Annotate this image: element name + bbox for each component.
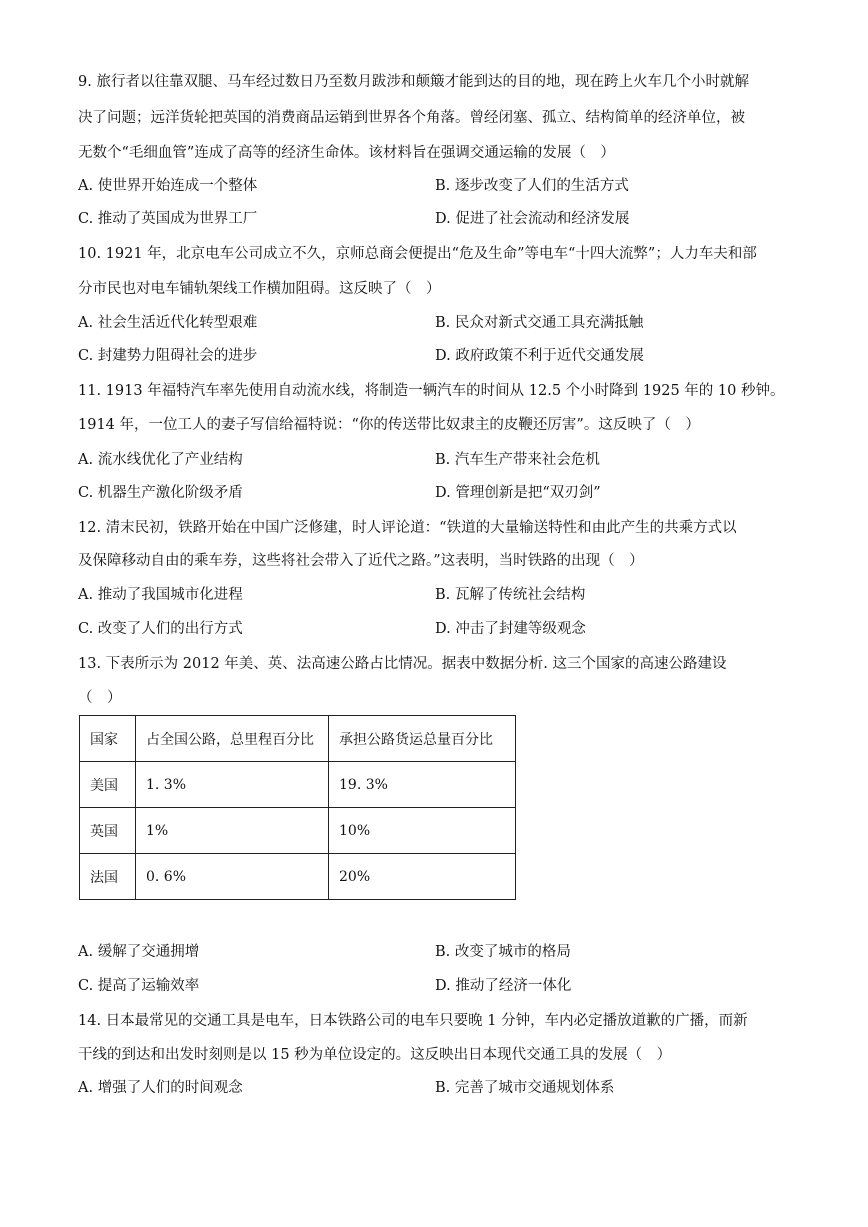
q13-stem-line-2: （ ） [78,690,122,706]
q10-option-a: A. 社会生活近代化转型艰难 [78,315,258,331]
table-cell: 1. 3% [136,762,329,808]
table-cell: 10% [329,808,516,854]
q10-stem-line-1: 10. 1921 年，北京电车公司成立不久，京师总商会便提出“危及生命”等电车“十四大流弊”；人力车夫和部 [78,246,757,262]
q9-option-d: D. 促进了社会流动和经济发展 [435,211,630,227]
q14-stem-line-2: 干线的到达和出发时刻则是以 15 秒为单位设定的。这反映出日本现代交通工具的发展（ ） [78,1047,672,1063]
q14-option-b: B. 完善了城市交通规划体系 [435,1080,615,1096]
q13-stem-line-1: 13. 下表所示为 2012 年美、英、法高速公路占比情况。据表中数据分析. 这三个国家的高速公路建设 [78,656,727,672]
table-cell: 19. 3% [329,762,516,808]
q9-stem-line-3: 无数个“毛细血管”连成了高等的经济生命体。该材料旨在强调交通运输的发展（ ） [78,145,615,161]
q12-stem-line-1: 12. 清末民初，铁路开始在中国广泛修建，时人评论道：“铁道的大量输送特性和由此产生的共乘方式以 [78,520,737,536]
q9-option-b: B. 逐步改变了人们的生活方式 [435,178,629,194]
q13-option-c: C. 提高了运输效率 [78,978,200,994]
q12-option-a: A. 推动了我国城市化进程 [78,587,243,603]
table-header-cell: 承担公路货运总量百分比 [329,716,516,762]
table-header-row [80,716,516,762]
table-row [80,854,516,900]
q11-option-d: D. 管理创新是把“双刃剑” [435,485,601,501]
q11-stem-line-1: 11. 1913 年福特汽车率先使用自动流水线，将制造一辆汽车的时间从 12.5 个小时降到 1925 年的 10 秒钟。 [78,383,785,399]
q12-option-c: C. 改变了人们的出行方式 [78,621,243,637]
q9-option-a: A. 使世界开始连成一个整体 [78,178,258,194]
q11-option-c: C. 机器生产激化阶级矛盾 [78,485,243,501]
q14-stem-line-1: 14. 日本最常见的交通工具是电车，日本铁路公司的电车只要晚 1 分钟，车内必定播放道歉的广播，而新 [78,1013,748,1029]
table-cell: 美国 [80,762,136,808]
table-header-cell: 占全国公路，总里程百分比 [136,716,329,762]
table-cell: 20% [329,854,516,900]
table-cell: 0. 6% [136,854,329,900]
q10-stem-line-2: 分市民也对电车铺轨架线工作横加阻碍。这反映了（ ） [78,281,441,297]
q14-option-a: A. 增强了人们的时间观念 [78,1080,243,1096]
highway-share-table [79,715,516,900]
table-cell: 法国 [80,854,136,900]
table-row [80,808,516,854]
q13-option-a: A. 缓解了交通拥增 [78,944,200,960]
q9-option-c: C. 推动了英国成为世界工厂 [78,211,258,227]
table-row [80,762,516,808]
table-header-cell: 国家 [80,716,136,762]
q11-stem-line-2: 1914 年，一位工人的妻子写信给福特说：“你的传送带比奴隶主的皮鞭还厉害”。这反映了（ ） [78,417,700,433]
q12-stem-line-2: 及保障移动自由的乘车券，这些将社会带入了近代之路。”这表明，当时铁路的出现（ ） [78,553,644,569]
q9-stem-line-2: 决了问题；远洋货轮把英国的消费商品运销到世界各个角落。曾经闭塞、孤立、结构简单的经济单位，被 [78,110,745,126]
q13-option-d: D. 推动了经济一体化 [435,978,572,994]
q11-option-b: B. 汽车生产带来社会危机 [435,452,600,468]
q9-stem-line-1: 9. 旅行者以往靠双腿、马车经过数日乃至数月跋涉和颠簸才能到达的目的地，现在跨上火车几个小时就解 [78,74,749,90]
q11-option-a: A. 流水线优化了产业结构 [78,452,243,468]
q13-option-b: B. 改变了城市的格局 [435,944,571,960]
q12-option-b: B. 瓦解了传统社会结构 [435,587,586,603]
q12-option-d: D. 冲击了封建等级观念 [435,621,586,637]
q10-option-b: B. 民众对新式交通工具充满抵触 [435,315,644,331]
table-cell: 1% [136,808,329,854]
table-cell: 英国 [80,808,136,854]
q10-option-d: D. 政府政策不利于近代交通发展 [435,348,644,364]
q10-option-c: C. 封建势力阻碍社会的进步 [78,348,258,364]
